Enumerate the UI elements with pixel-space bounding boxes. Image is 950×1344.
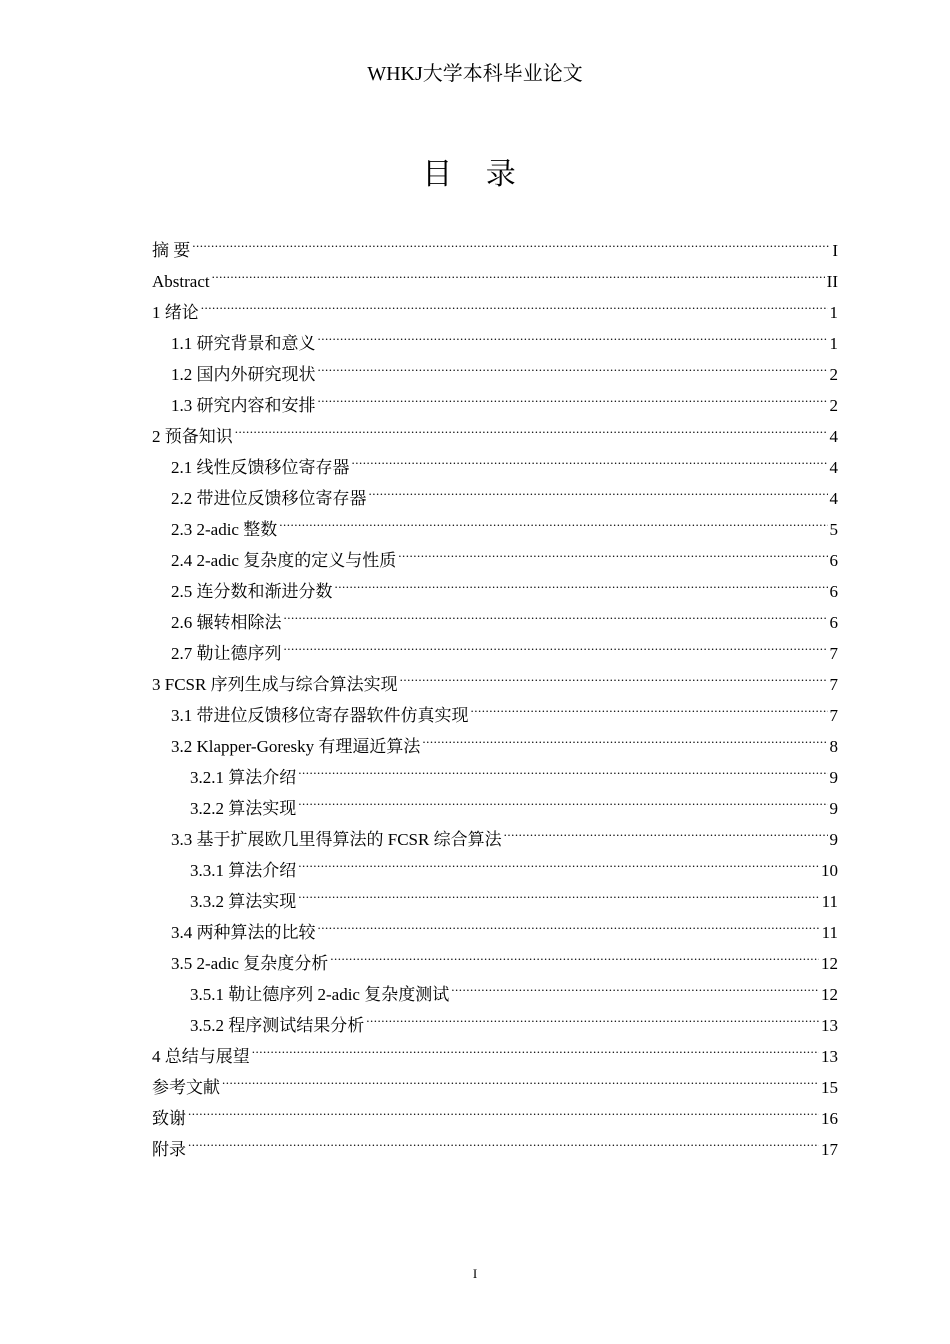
page-title: 目 录 xyxy=(422,157,528,192)
toc-entry-page: II xyxy=(826,272,838,291)
toc-entry-title: 2.6 辗转相除法 xyxy=(171,613,282,632)
toc-entry-title: 2.2 带进位反馈移位寄存器 xyxy=(171,489,367,508)
toc-dot-leader xyxy=(318,380,828,411)
toc-entry-page: 2 xyxy=(829,396,838,415)
toc-entry-title: 1.3 研究内容和安排 xyxy=(171,396,316,415)
toc-entry-page: 6 xyxy=(829,613,838,632)
toc-entry-page: 9 xyxy=(829,768,838,787)
toc-entry-title: Abstract xyxy=(152,272,210,291)
toc-entry-title: 摘 要 xyxy=(152,241,191,260)
toc-entry-title: 2.4 2-adic 复杂度的定义与性质 xyxy=(171,551,397,570)
toc-dot-leader xyxy=(369,473,828,504)
toc-entry-title: 2.1 线性反馈移位寄存器 xyxy=(171,458,350,477)
toc-entry-page: 16 xyxy=(821,1109,838,1128)
toc-entry-page: 6 xyxy=(829,551,838,570)
toc-dot-leader xyxy=(422,721,827,752)
toc-entry-title: 1.2 国内外研究现状 xyxy=(171,365,316,384)
toc-dot-leader xyxy=(335,566,828,597)
toc-entry-page: 4 xyxy=(829,458,838,477)
toc-entry-page: 8 xyxy=(829,737,838,756)
toc-entry-title: 3.4 两种算法的比较 xyxy=(171,923,316,942)
toc-dot-leader xyxy=(188,1093,819,1124)
toc-entry[interactable] xyxy=(152,1031,838,1066)
toc-entry-page: 15 xyxy=(821,1078,838,1097)
toc-entry-title: 2 预备知识 xyxy=(152,427,233,446)
toc-entry-page: 13 xyxy=(821,1016,838,1035)
toc-dot-leader xyxy=(279,504,827,535)
toc-entry-title: 3.5 2-adic 复杂度分析 xyxy=(171,954,329,973)
toc-entry-title: 3.1 带进位反馈移位寄存器软件仿真实现 xyxy=(171,706,469,725)
toc-entry-title: 3.3 基于扩展欧几里得算法的 FCSR 综合算法 xyxy=(171,830,502,849)
toc-entry-page: 12 xyxy=(821,985,838,1004)
toc-dot-leader xyxy=(318,318,828,349)
toc-dot-leader xyxy=(222,1062,819,1093)
toc-entry-page: 7 xyxy=(829,706,838,725)
toc-entry[interactable] xyxy=(152,1093,838,1128)
toc-entry-title: 3.3.1 算法介绍 xyxy=(190,861,297,880)
toc-dot-leader xyxy=(201,287,828,318)
toc-entry-page: 6 xyxy=(829,582,838,601)
toc-dot-leader xyxy=(318,349,828,380)
toc-entry-page: 2 xyxy=(829,365,838,384)
toc-entry-title: 致谢 xyxy=(152,1109,186,1128)
running-header: WHKJ大学本科毕业论文 xyxy=(367,63,583,85)
toc-entry-page: 11 xyxy=(821,923,838,942)
toc-entry-title: 3.2 Klapper-Goresky 有理逼近算法 xyxy=(171,737,421,756)
toc-entry-title: 参考文献 xyxy=(152,1078,220,1097)
table-of-contents xyxy=(152,225,838,1159)
toc-entry[interactable] xyxy=(152,256,838,291)
toc-entry-title: 1 绪论 xyxy=(152,303,199,322)
toc-entry-page: 4 xyxy=(829,427,838,446)
toc-entry-page: 7 xyxy=(829,644,838,663)
toc-entry[interactable] xyxy=(152,318,838,353)
toc-entry-title: 2.3 2-adic 整数 xyxy=(171,520,278,539)
toc-dot-leader xyxy=(330,938,819,969)
toc-entry-title: 1.1 研究背景和意义 xyxy=(171,334,316,353)
toc-entry-page: 12 xyxy=(821,954,838,973)
toc-dot-leader xyxy=(298,783,827,814)
toc-dot-leader xyxy=(192,225,830,256)
toc-entry-title: 3 FCSR 序列生成与综合算法实现 xyxy=(152,675,398,694)
toc-entry-page: 4 xyxy=(829,489,838,508)
toc-entry-page: 9 xyxy=(829,799,838,818)
toc-dot-leader xyxy=(284,628,828,659)
toc-entry-page: 5 xyxy=(829,520,838,539)
toc-entry-page: 11 xyxy=(821,892,838,911)
toc-entry-page: 10 xyxy=(821,861,838,880)
toc-dot-leader xyxy=(298,845,819,876)
footer-page-number: I xyxy=(472,1266,478,1281)
toc-entry-title: 3.5.2 程序测试结果分析 xyxy=(190,1016,365,1035)
toc-dot-leader xyxy=(400,659,828,690)
toc-entry-title: 4 总结与展望 xyxy=(152,1047,250,1066)
toc-dot-leader xyxy=(298,876,819,907)
toc-entry[interactable] xyxy=(152,442,838,477)
toc-dot-leader xyxy=(451,969,819,1000)
toc-entry[interactable] xyxy=(152,287,838,322)
toc-dot-leader xyxy=(235,411,828,442)
toc-entry-page: 13 xyxy=(821,1047,838,1066)
toc-entry-page: 1 xyxy=(829,334,838,353)
toc-entry-page: 1 xyxy=(829,303,838,322)
toc-entry-page: 17 xyxy=(821,1140,838,1159)
toc-dot-leader xyxy=(298,752,827,783)
toc-entry-title: 2.7 勒让德序列 xyxy=(171,644,282,663)
toc-dot-leader xyxy=(252,1031,819,1062)
toc-entry-page: 9 xyxy=(829,830,838,849)
toc-dot-leader xyxy=(212,256,825,287)
toc-dot-leader xyxy=(318,907,820,938)
toc-dot-leader xyxy=(398,535,827,566)
toc-entry-page: I xyxy=(832,241,838,260)
toc-entry-title: 3.3.2 算法实现 xyxy=(190,892,297,911)
toc-dot-leader xyxy=(366,1000,819,1031)
toc-entry[interactable] xyxy=(152,225,838,260)
toc-dot-leader xyxy=(352,442,828,473)
toc-entry-title: 3.2.1 算法介绍 xyxy=(190,768,297,787)
toc-dot-leader xyxy=(471,690,828,721)
toc-entry[interactable] xyxy=(152,1062,838,1097)
toc-entry-title: 附录 xyxy=(152,1140,186,1159)
toc-entry-title: 3.2.2 算法实现 xyxy=(190,799,297,818)
toc-entry[interactable] xyxy=(152,1124,838,1159)
toc-entry-page: 7 xyxy=(829,675,838,694)
toc-entry[interactable] xyxy=(152,411,838,446)
toc-entry-title: 2.5 连分数和渐进分数 xyxy=(171,582,333,601)
toc-dot-leader xyxy=(188,1124,819,1155)
toc-dot-leader xyxy=(504,814,828,845)
toc-entry-title: 3.5.1 勒让德序列 2-adic 复杂度测试 xyxy=(190,985,450,1004)
toc-dot-leader xyxy=(284,597,828,628)
